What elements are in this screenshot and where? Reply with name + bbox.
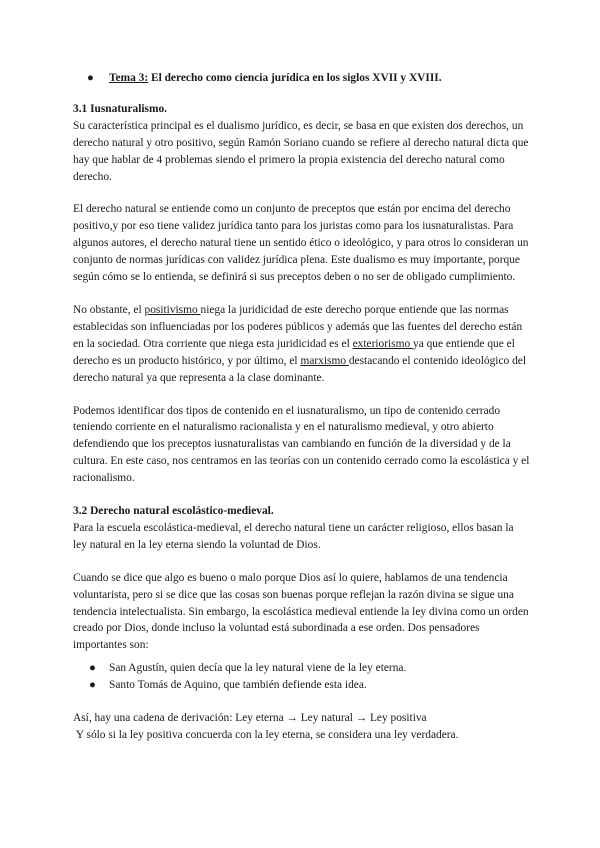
list-item	[73, 660, 530, 677]
topic-heading	[73, 70, 530, 87]
paragraph: Su característica principal es el dualismo jurídico, es decir, se basa en que existen dos derechos, un derecho natural y otro positivo, según Ramón Soriano cuando se refiere al derecho natural dicta que hay que hablar de 4 problemas siendo el primero la propia existencia del derecho natural como derecho.	[73, 119, 529, 183]
bullet-icon: ●	[89, 679, 96, 692]
term-marxismo: marxismo	[300, 354, 349, 367]
text-run: ya que entiende que el derecho es un producto histórico, y por último, el	[73, 337, 515, 367]
thinkers-list	[73, 660, 530, 694]
paragraph	[73, 302, 530, 387]
paragraph: El derecho natural se entiende como un conjunto de preceptos que están por encima del derecho positivo,y por eso tiene validez jurídica tanto para los juristas como para los iusnaturalistas. Para algunos autores, el derecho natural tiene un sentido ético o ideológico, y para otros lo consideran un conjunto de normas jurídicas con validez jurídica plena. Este dualismo es muy importante, porque según cómo se lo entienda, se definirá si sus preceptos deben o no ser de obligado cumplimiento.	[73, 203, 529, 284]
paragraph-conclusion: Y sólo si la ley positiva concuerda con la ley eterna, se considera una ley verdadera.	[73, 729, 459, 741]
term-exteriorismo: exteriorismo	[352, 337, 414, 350]
term-positivismo: positivismo	[144, 303, 201, 316]
document-page	[73, 70, 530, 760]
paragraph: Podemos identificar dos tipos de contenido en el iusnaturalismo, un tipo de contenido cerrado teniendo corriente en el naturalismo racionalista y en el naturalismo medieval, y otro abierto defendiendo que los preceptos iusnaturalistas van cambiando en función de la diversidad y de la cultura. En este caso, nos centramos en las teorías con un contenido cerrado como la escolástica y el racionalismo.	[73, 404, 530, 485]
paragraph: Para la escuela escolástica-medieval, el derecho natural tiene un carácter religioso, ellos basan la ley natural en la ley eterna siendo la voluntad de Dios.	[73, 521, 514, 551]
bullet-icon: ●	[87, 72, 94, 84]
text-run: No obstante, el	[73, 303, 145, 316]
list-item	[73, 677, 530, 694]
topic-label: Tema 3:	[109, 72, 149, 84]
topic-title: El derecho como ciencia jurídica en los siglos XVII y XVIII.	[148, 72, 442, 84]
section-heading-iusnaturalismo: 3.1 Iusnaturalismo.	[73, 102, 167, 115]
text-run: niega la juridicidad de este derecho porque entiende que las normas establecidas son influenciadas por los poderes públicos y además que las fuentes del derecho están en la sociedad. Otra corriente que niega esta juridicidad es el	[73, 303, 523, 350]
list-item-text: San Agustín, quien decía que la ley natural viene de la ley eterna.	[109, 662, 407, 675]
paragraph: Cuando se dice que algo es bueno o malo porque Dios así lo quiere, hablamos de una tendencia voluntarista, pero si se dice que las cosas son buenas porque reflejan la razón divina se sigue una tendencia intelectualista. Sin embargo, la escolástica medieval entiende la ley divina como un orden creado por Dios, donde incluso la voluntad está subordinada a ese orden. Dos pensadores importantes son:	[73, 571, 529, 652]
derivation-chain: Así, hay una cadena de derivación: Ley eterna → Ley natural → Ley positiva	[73, 712, 427, 725]
list-item-text: Santo Tomás de Aquino, que también defiende esta idea.	[109, 679, 367, 692]
bullet-icon: ●	[89, 662, 96, 675]
section-heading-escolastico: 3.2 Derecho natural escolástico-medieval.	[73, 505, 274, 518]
text-run: destacando el contenido ideológico del derecho natural ya que representa a la clase dominante.	[73, 354, 526, 384]
